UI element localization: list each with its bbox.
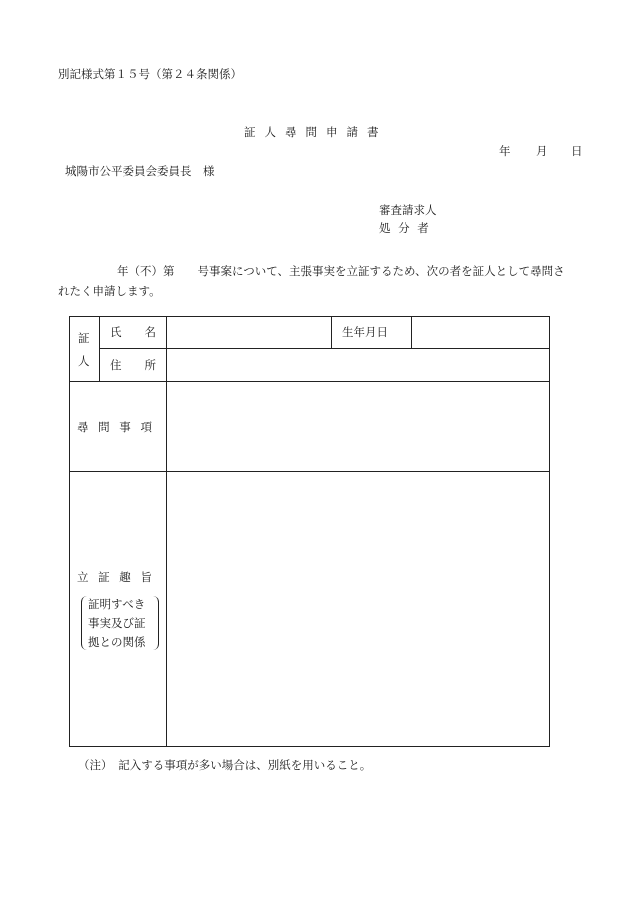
name-label: 氏 名 [110,325,156,339]
date-day-label: 日 [571,144,583,158]
disposer-label: 処 分 者 [379,221,431,235]
questioning-label: 尋 問 事 項 [77,420,155,434]
requester-label: 審査請求人 [379,203,437,217]
witness-label-2: 人 [78,354,90,368]
date-year-label: 年 [499,144,511,158]
col-divider-birthdate-left [331,316,332,349]
date-month-label: 月 [536,144,548,158]
address-label: 住 所 [110,358,156,372]
table-border-bottom [69,746,550,747]
col-divider-witness [99,316,100,381]
address-field[interactable] [167,349,549,381]
document-title: 証人尋問申請書 [244,125,388,139]
questioning-field[interactable] [167,382,549,471]
proof-note-line-2: 事実及び証 [88,616,146,630]
birthdate-field[interactable] [412,317,549,348]
proof-label: 立 証 趣 旨 [77,570,155,584]
witness-label-1: 証 [78,331,90,345]
form-number: 別記様式第１５号（第２４条関係） [58,67,242,81]
addressee: 城陽市公平委員会委員長 様 [65,164,215,178]
footnote: （注） 記入する事項が多い場合は、別紙を用いること。 [78,758,372,772]
proof-field[interactable] [167,472,549,746]
body-text-line-1: 年（不）第 号事案について、主張事実を立証するため、次の者を証人として尋問さ [117,264,565,278]
body-text-line-2: れたく申請します。 [58,284,161,298]
proof-note-line-3: 拠との関係 [88,635,146,649]
name-field[interactable] [167,317,331,348]
proof-note-line-1: 証明すべき [88,597,146,611]
birthdate-label: 生年月日 [342,325,388,339]
